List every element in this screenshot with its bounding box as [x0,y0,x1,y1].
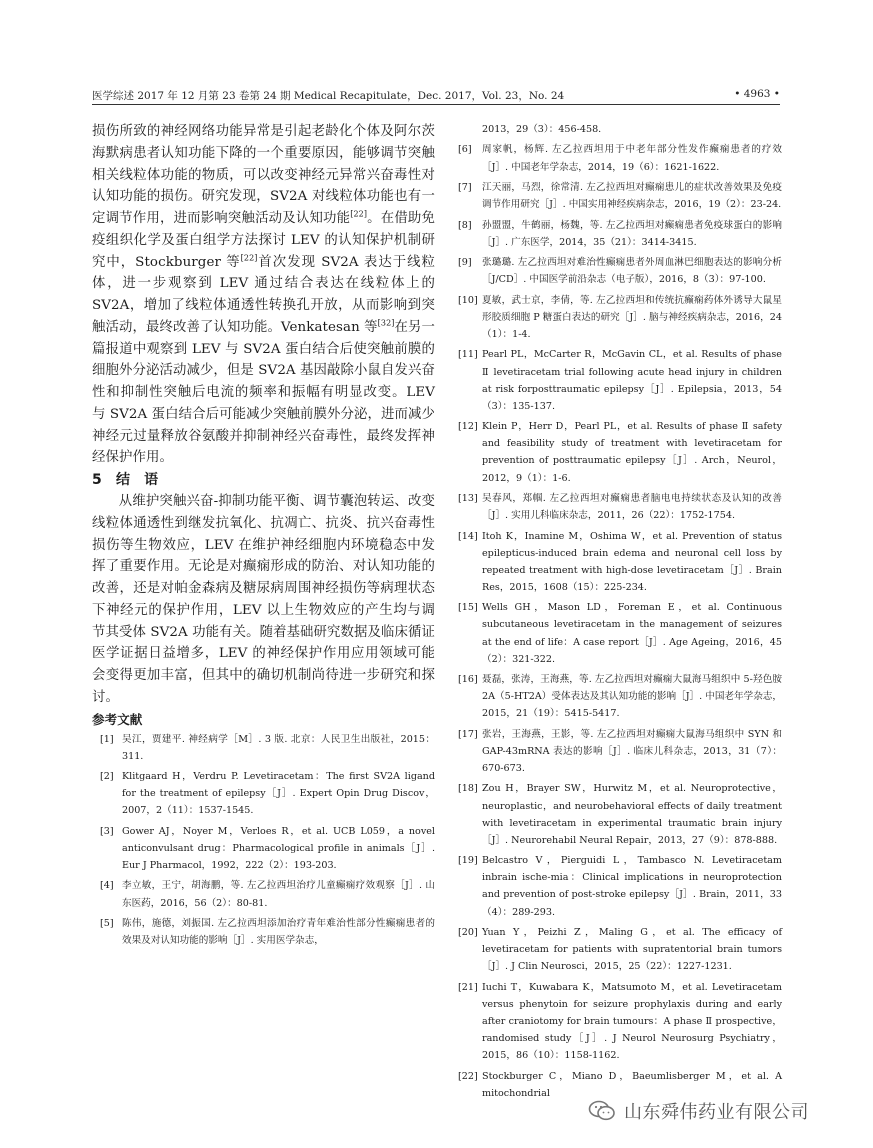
reference-item [452,292,782,343]
reference-number: [4] [100,880,114,892]
reference-text: 聂磊，张涛，王海燕，等. 左乙拉西坦对癫痫大鼠海马组织中 5-羟色胺 2A（5-HT2A）受体表达及其认知功能的影响［J］. 中国老年学杂志，2015，21（19）：5415-5417. [482,674,782,720]
reference-text: Gower AJ，Noyer M，Verloes R，et al. UCB L059，a novel anticonvulsant drug：Pharmacological profile in animals［J］. Eur J Pharmacol，1992，222（2）：193-203. [122,825,435,871]
reference-number: [2] [100,771,114,783]
reference-number: [7] [458,182,472,194]
reference-text: Zou H，Brayer SW，Hurwitz M，et al. Neuroprotective，neuroplastic，and neurobehavioral effects of daily treatment with levetiracetam in experimental traumatic brain injury［J］. Neurorehabil Neural Repair，2013，27（9）：878-888. [482,783,782,846]
reference-number: [21] [458,981,478,993]
reference-item [452,924,782,975]
reference-text: Iuchi T，Kuwabara K，Matsumoto M，et al. Levetiracetam versus phenytoin for seizure prophylaxis during and early after craniotomy for brain tumours：A phase Ⅱ prospective，randomised study［J］. J Neurol Neurosurg Psychiatry，2015，86（10）：1158-1162. [482,981,782,1062]
reference-list-left [92,731,435,950]
reference-text: 2013，29（3）：456-458. [482,124,602,135]
reference-item [92,915,435,949]
reference-list-right [452,121,782,1105]
text-run: 损伤所致的神经网络功能异常是引起老龄化个体及阿尔茨海默病患者认知功能下降的一个重要原因，能够调节突触相关线粒体功能的物质，可以改变神经元异常兴奋毒性对认知功能的损伤。研究发现，SV2A 对线粒体功能也有一定调节作用，进而影响突触活动及认知功能 [92,124,435,226]
citation: [22] [350,209,368,219]
reference-item [452,599,782,667]
paragraph: 从维护突触兴奋-抑制功能平衡、调节囊泡转运、改变线粒体通透性到继发抗氧化、抗凋亡、抗炎、抗兴奋毒性损伤等生物效应，LEV 在维护神经细胞内环境稳态中发挥了重要作用。无论是对癫痫形成的防治、对认知功能的改善，还是对帕金森病及糖尿病周围神经损伤等病理状态下神经元的保护作用，LEV 以上生物效应的产生均与调节其受体 SV2A 功能有关。随着基础研究数据及临床循证医学证据日益增多，LEV 的神经保护作用应用领域可能会变得更加丰富，但其中的确切机制尚待进一步研究和探讨。 [92,494,435,705]
reference-item [92,768,435,819]
page-number: • 4963 • [734,88,780,100]
reference-text: Klein P，Herr D，Pearl PL，et al. Results of phase Ⅱ safety and feasibility study of treatment with levetiracetam for prevention of posttraumatic epilepsy［J］. Arch，Neurol，2012，9（1）：1-6. [482,421,782,484]
reference-number: [3] [100,825,114,837]
reference-number: [1] [100,733,114,745]
reference-number: [11] [458,349,478,361]
reference-item [452,217,782,251]
reference-number: [20] [458,926,478,938]
reference-text: 吴江，贾建平. 神经病学［M］. 3 版. 北京：人民卫生出版社，2015：311. [122,733,435,762]
reference-number: [6] [458,144,472,156]
reference-item [452,671,782,722]
reference-number: [19] [458,855,478,867]
reference-item [452,418,782,486]
reference-text: Belcastro V，Pierguidi L，Tambasco N. Levetiracetam inbrain ische-mia：Clinical implications in neuroprotection and prevention of post-stroke epilepsy［J］. Brain，2011，33（4）：289-293. [482,855,782,918]
left-column [92,121,435,953]
reference-item [452,979,782,1064]
reference-item [452,254,782,288]
reference-text: 江天丽，马烈，徐常清. 左乙拉西坦对癫痫患儿的症状改善效果及免疫调节作用研究［J］. 中国实用神经疾病杂志，2016，19（2）：23-24. [482,182,782,211]
header-rule [92,104,780,105]
reference-text: Wells GH，Mason LD，Foreman E，et al. Continuous subcutaneous levetiracetam in the management of seizures at the end of life：A case report［J］. Age Ageing，2016，45（2）：321-322. [482,602,782,665]
reference-item [92,823,435,874]
reference-number: [22] [458,1070,478,1082]
reference-number: [13] [458,493,478,504]
reference-number: [14] [458,530,478,542]
reference-item [452,528,782,596]
text-run: 首次发现 SV2A 表达于线粒体，进一步观察到 LEV 通过结合表达在线粒体上的 SV2A，增加了线粒体通透性转换孔开放，从而影响到突触活动，最终改善了认知功能。Venkatesan 等 [92,254,435,335]
reference-item [452,141,782,175]
reference-number: [15] [458,602,478,614]
reference-number: [5] [100,918,114,929]
reference-item [452,346,782,414]
reference-text: 张岩，王海燕，王影，等. 左乙拉西坦对癫痫大鼠海马组织中 SYN 和 GAP-43mRNA 表达的影响［J］. 临床儿科杂志，2013，31（7）：670-673. [482,728,782,774]
reference-item [92,877,435,911]
reference-text: Yuan Y，Peizhi Z，Maling G，et al. The efficacy of levetiracetam for patients with supratentorial brain tumors［J］. J Clin Neurosci，2015，25（22）：1227-1231. [482,926,782,973]
reference-number: [12] [458,421,478,433]
text-run: 在另一篇报道中观察到 LEV 与 SV2A 蛋白结合后使突触前膜的细胞外分泌活动减少，但是 SV2A 基因敲除小鼠自发兴奋性和抑制性突触后电流的频率和振幅有明显改变。LEV 与 SV2A 蛋白结合后可能减少突触前膜外分泌，进而减少神经元过量释放谷氨酸并抑制神经兴奋毒性，最终发挥神经保护作用。 [92,319,435,466]
reference-item [452,179,782,213]
reference-number: [16] [458,674,478,686]
wechat-icon [588,1099,616,1123]
reference-text: 陈伟，施德，刘振国. 左乙拉西坦添加治疗青年难治性部分性癫痫患者的效果及对认知功能的影响［J］. 实用医学杂志， [122,918,435,947]
reference-text: Itoh K，Inamine M，Oshima W，et al. Prevention of status epilepticus-induced brain edema and neuronal cell loss by repeated treatment with high-dose levetiracetam［J］. Brain Res，2015，1608（15）：225-234. [482,530,782,593]
reference-text: 周家帆，杨辉. 左乙拉西坦用于中老年部分性发作癫痫患者的疗效［J］. 中国老年学杂志，2014，19（6）：1621-1622. [482,144,782,173]
page-header [92,86,780,106]
watermark-text: 山东舜伟药业有限公司 [624,1102,809,1123]
reference-text: Klitgaard H，Verdru P. Levetiracetam：The first SV2A ligand for the treatment of epilepsy［J］. Expert Opin Drug Discov，2007，2（11）：1537-1545. [122,771,435,817]
reference-text: Stockburger C，Miano D，Baeumlisberger M，et al. A mitochondrial [482,1070,782,1099]
reference-item [452,726,782,777]
citation: [32] [377,318,395,328]
text-run: 。在借助免疫组织化学及蛋白组学方法探讨 LEV 的认知保护机制研究中，Stockburger 等 [92,211,435,270]
reference-item [452,121,782,138]
journal-citation: 医学综述 2017 年 12 月第 23 卷第 24 期 Medical Recapitulate，Dec. 2017，Vol. 23，No. 24 [92,90,565,102]
reference-text: 张璐璐. 左乙拉西坦对难治性癫痫患者外周血淋巴细胞表达的影响分析［J/CD］. 中国医学前沿杂志（电子版），2016，8（3）：97-100. [482,257,782,286]
reference-text: 吴春风，郑帼. 左乙拉西坦对癫痫患者脑电电持续状态及认知的改善［J］. 实用儿科临床杂志，2011，26（22）：1752-1754. [482,493,782,522]
reference-text: 孙盟盟，牛鹤丽，杨魏，等. 左乙拉西坦对癫痫患者免疫球蛋白的影响［J］. 广东医学，2014，35（21）：3414-3415. [482,219,782,248]
reference-item [452,490,782,524]
reference-number: [18] [458,783,478,795]
reference-item [452,780,782,848]
reference-text: 夏敏，武士京，李倩，等. 左乙拉西坦和传统抗癫痫药体外诱导大鼠星形胶质细胞 P 糖蛋白表达的研究［J］. 脑与神经疾病杂志，2016，24（1）：1-4. [482,294,782,340]
body-text [92,121,435,731]
section-heading: 5 结 语 [92,472,159,488]
watermark [588,1094,809,1128]
references-heading: 参考文献 [92,711,143,727]
citation: [22] [240,253,258,263]
reference-number: [10] [458,294,478,306]
reference-number: [9] [458,257,472,269]
reference-item [452,852,782,920]
reference-text: Pearl PL，McCarter R，McGavin CL，et al. Results of phase Ⅱ levetiracetam trial following acute head injury in children at risk forposttraumatic epilepsy［J］. Epilepsia，2013，54（3）：135-137. [482,349,782,412]
paragraph [92,121,435,469]
reference-number: [8] [458,219,472,231]
reference-number: [17] [458,728,478,740]
reference-item [92,731,435,765]
reference-text: 李立敏，王宁，胡海鹏，等. 左乙拉西坦治疗儿童癫痫疗效观察［J］. 山东医药，2016，56（2）：80-81. [122,880,435,909]
